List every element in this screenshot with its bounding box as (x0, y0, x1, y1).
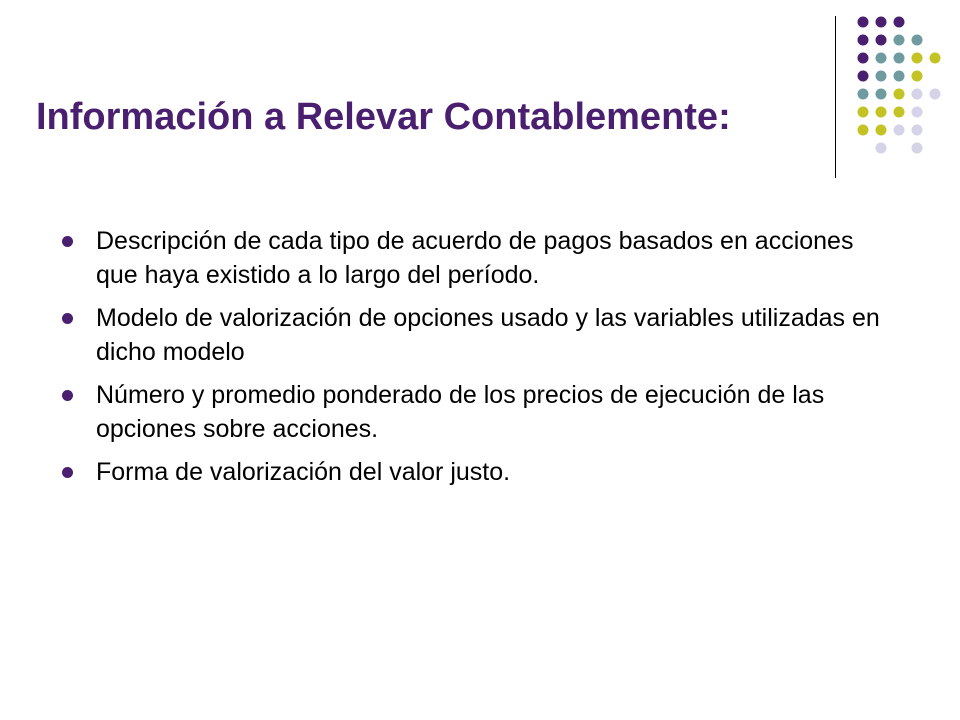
dot (858, 71, 869, 82)
dot (912, 125, 923, 136)
bullet-point-icon (62, 390, 73, 401)
dot (912, 71, 923, 82)
dot (912, 89, 923, 100)
bullet-text: Descripción de cada tipo de acuerdo de pagos basados en acciones que haya existido a lo largo del período. (96, 227, 854, 289)
bullet-point-icon (62, 467, 73, 478)
dot (876, 71, 887, 82)
dot (858, 89, 869, 100)
bullet-item (60, 224, 900, 292)
dot (912, 107, 923, 118)
dot (894, 53, 905, 64)
dot (858, 125, 869, 136)
dot (930, 53, 941, 64)
dot (876, 125, 887, 136)
dot (858, 35, 869, 46)
dot (858, 17, 869, 28)
bullet-text: Número y promedio ponderado de los precios de ejecución de las opciones sobre acciones. (96, 381, 825, 443)
dot (858, 53, 869, 64)
dot (912, 143, 923, 154)
bullet-point-icon (62, 313, 73, 324)
vertical-divider (835, 16, 836, 178)
dot (912, 35, 923, 46)
bullet-text: Forma de valorización del valor justo. (96, 458, 511, 486)
dot (894, 17, 905, 28)
dot (894, 89, 905, 100)
dot (930, 89, 941, 100)
dot (912, 53, 923, 64)
dot (876, 17, 887, 28)
dot (894, 107, 905, 118)
slide-title: Información a Relevar Contablemente: (36, 96, 731, 138)
bullet-text: Modelo de valorización de opciones usado y las variables utilizadas en dicho modelo (96, 304, 880, 366)
dot (894, 35, 905, 46)
bullet-item (60, 378, 900, 446)
dot (876, 143, 887, 154)
dot (876, 35, 887, 46)
bullet-item (60, 455, 900, 489)
dot (894, 71, 905, 82)
bullet-item (60, 301, 900, 369)
bullet-list (60, 224, 900, 498)
dot (876, 53, 887, 64)
bullet-point-icon (62, 236, 73, 247)
dot (876, 89, 887, 100)
dot (876, 107, 887, 118)
dot (894, 125, 905, 136)
dot (858, 107, 869, 118)
